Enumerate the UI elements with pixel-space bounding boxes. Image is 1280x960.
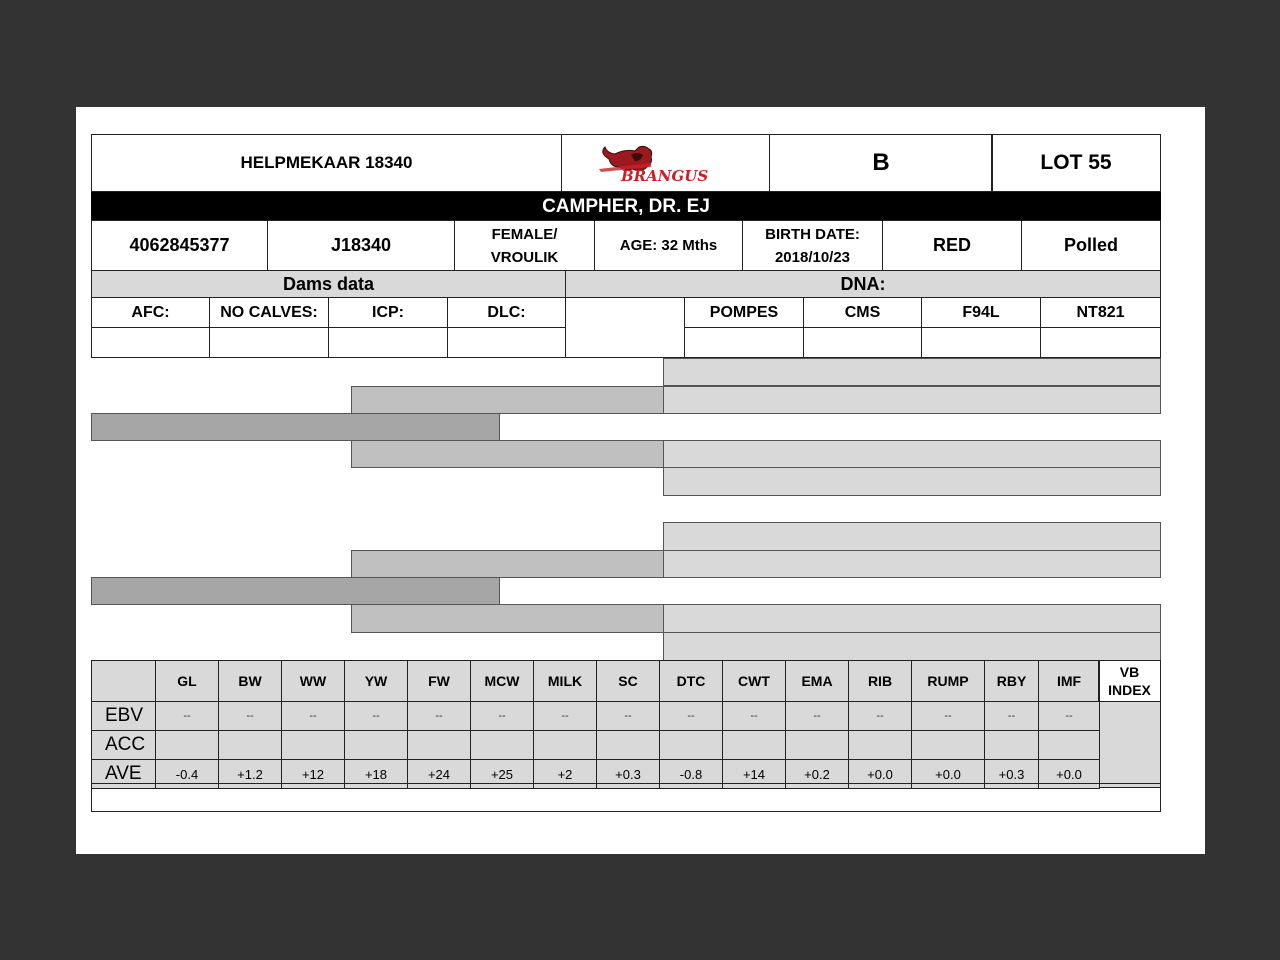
ebv-row-label-ave: AVE [91, 759, 156, 789]
ebv-ave-ema: +0.2 [785, 759, 849, 789]
ebv-ebv-mcw: -- [470, 701, 534, 731]
sale-name: HELPMEKAAR 18340 [91, 134, 562, 192]
ebv-acc-mcw [470, 730, 534, 760]
dna-col-f94l: F94L [921, 297, 1041, 328]
ebv-ebv-ema: -- [785, 701, 849, 731]
pedigree-sire-sire [351, 386, 664, 414]
pedigree-dam-sire [351, 550, 664, 578]
ebv-header-mcw: MCW [470, 660, 534, 702]
pedigree-dam-dam-dam [663, 632, 1161, 661]
ebv-ebv-rib: -- [848, 701, 912, 731]
lot-card [76, 107, 1205, 854]
ebv-acc-milk [533, 730, 597, 760]
ebv-acc-ema [785, 730, 849, 760]
ebv-acc-yw [344, 730, 408, 760]
sex-line-2: VROULIK [490, 248, 559, 266]
ebv-header-ww: WW [281, 660, 345, 702]
birth-date-cell [742, 220, 883, 271]
birth-date-value: 2018/10/23 [774, 248, 851, 266]
vb-index-header [1098, 660, 1161, 702]
lot-number: LOT 55 [991, 134, 1161, 192]
ebv-acc-sc [596, 730, 660, 760]
ebv-ebv-sc: -- [596, 701, 660, 731]
horn-status: Polled [1021, 220, 1161, 271]
ebv-ave-rib: +0.0 [848, 759, 912, 789]
ebv-ave-ww: +12 [281, 759, 345, 789]
ebv-header-rib: RIB [848, 660, 912, 702]
ebv-acc-gl [155, 730, 219, 760]
dna-value-f94l [921, 327, 1041, 358]
ebv-ave-rump: +0.0 [911, 759, 985, 789]
ebv-header-cwt: CWT [722, 660, 786, 702]
ebv-ebv-yw: -- [344, 701, 408, 731]
dna-value-pompes [684, 327, 804, 358]
ebv-ave-fw: +24 [407, 759, 471, 789]
ebv-header-rump: RUMP [911, 660, 985, 702]
ebv-row-label-acc: ACC [91, 730, 156, 760]
ebv-acc-ww [281, 730, 345, 760]
animal-sex [454, 220, 595, 271]
ebv-header-dtc: DTC [659, 660, 723, 702]
ebv-ebv-milk: -- [533, 701, 597, 731]
ebv-header-sc: SC [596, 660, 660, 702]
animal-tag: J18340 [267, 220, 455, 271]
dams-data-heading: Dams data [91, 270, 566, 298]
ebv-ave-mcw: +25 [470, 759, 534, 789]
ebv-acc-fw [407, 730, 471, 760]
ebv-ave-cwt: +14 [722, 759, 786, 789]
ebv-ebv-fw: -- [407, 701, 471, 731]
ebv-header-ema: EMA [785, 660, 849, 702]
sex-line-1: FEMALE/ [491, 225, 558, 243]
ebv-header-bw: BW [218, 660, 282, 702]
ebv-acc-dtc [659, 730, 723, 760]
vb-index-label-2: INDEX [1108, 682, 1151, 698]
category-letter: B [769, 134, 993, 192]
ebv-ebv-gl: -- [155, 701, 219, 731]
ebv-ave-dtc: -0.8 [659, 759, 723, 789]
birth-date-label: BIRTH DATE: [765, 225, 860, 243]
ebv-header-gl: GL [155, 660, 219, 702]
dna-col-pompes: POMPES [684, 297, 804, 328]
dna-value-cms [803, 327, 922, 358]
bull-logo-icon [591, 139, 741, 187]
pedigree-sire [91, 413, 500, 441]
dams-value-afc [91, 327, 210, 358]
pedigree-sire-sire-sire [663, 358, 1161, 386]
ebv-acc-rby [984, 730, 1039, 760]
ebv-ebv-rump: -- [911, 701, 985, 731]
dna-col-nt821: NT821 [1040, 297, 1161, 328]
ebv-ebv-ww: -- [281, 701, 345, 731]
ebv-header-rby: RBY [984, 660, 1039, 702]
dna-col-cms: CMS [803, 297, 922, 328]
dna-heading: DNA: [565, 270, 1161, 298]
ebv-ave-rby: +0.3 [984, 759, 1039, 789]
owner-name: CAMPHER, DR. EJ [91, 192, 1161, 221]
ebv-acc-cwt [722, 730, 786, 760]
pedigree-dam [91, 577, 500, 605]
ebv-row-label-ebv: EBV [91, 701, 156, 731]
ebv-ave-gl: -0.4 [155, 759, 219, 789]
dna-value-nt821 [1040, 327, 1161, 358]
dams-value-icp [328, 327, 448, 358]
ebv-ebv-bw: -- [218, 701, 282, 731]
vb-index-value [1098, 701, 1161, 788]
dams-value-no-calves [209, 327, 329, 358]
animal-color: RED [882, 220, 1022, 271]
ebv-ebv-imf: -- [1038, 701, 1100, 731]
ebv-header-yw: YW [344, 660, 408, 702]
animal-age: AGE: 32 Mths [594, 220, 743, 271]
pedigree-sire-sire-dam [663, 386, 1161, 414]
dna-blank-cell [565, 297, 685, 358]
ebv-header-milk: MILK [533, 660, 597, 702]
pedigree-sire-dam-dam [663, 467, 1161, 496]
vb-index-label-1: VB [1119, 664, 1140, 680]
brangus-logo [561, 134, 770, 192]
pedigree-dam-sire-sire [663, 522, 1161, 551]
ebv-ave-imf: +0.0 [1038, 759, 1100, 789]
remarks-row [91, 783, 1161, 812]
ebv-acc-rump [911, 730, 985, 760]
ebv-acc-bw [218, 730, 282, 760]
pedigree-dam-dam [351, 604, 664, 633]
dams-col-afc: AFC: [91, 297, 210, 328]
dams-col-dlc: DLC: [447, 297, 566, 328]
ebv-ave-milk: +2 [533, 759, 597, 789]
ebv-corner-cell [91, 660, 156, 702]
ebv-header-fw: FW [407, 660, 471, 702]
pedigree-sire-dam-sire [663, 440, 1161, 468]
ebv-ave-bw: +1.2 [218, 759, 282, 789]
ebv-header-imf: IMF [1038, 660, 1100, 702]
pedigree-dam-dam-sire [663, 604, 1161, 633]
dams-value-dlc [447, 327, 566, 358]
ebv-ave-yw: +18 [344, 759, 408, 789]
ebv-ebv-cwt: -- [722, 701, 786, 731]
pedigree-sire-dam [351, 440, 664, 468]
ebv-ebv-dtc: -- [659, 701, 723, 731]
ebv-ebv-rby: -- [984, 701, 1039, 731]
pedigree-dam-sire-dam [663, 550, 1161, 578]
ebv-acc-imf [1038, 730, 1100, 760]
ebv-ave-sc: +0.3 [596, 759, 660, 789]
ebv-acc-rib [848, 730, 912, 760]
animal-id-number: 4062845377 [91, 220, 268, 271]
dams-col-no-calves: NO CALVES: [209, 297, 329, 328]
logo-text: BRANGUS [620, 167, 708, 185]
dams-col-icp: ICP: [328, 297, 448, 328]
